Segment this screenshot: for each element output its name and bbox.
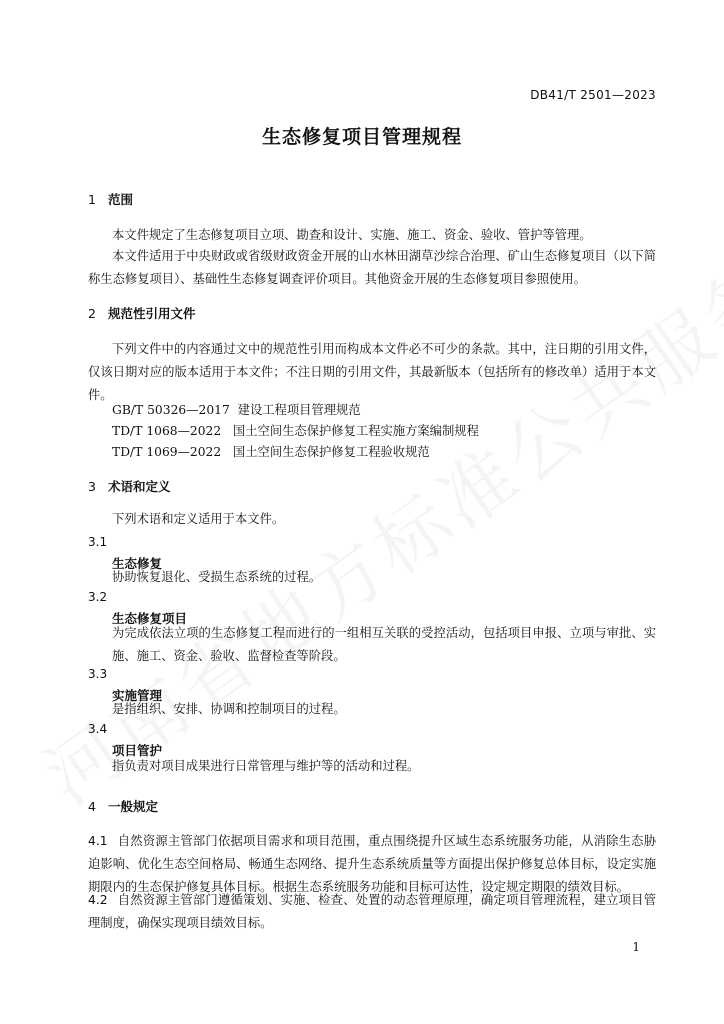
reference-item: GB/T 50326—2017 建设工程项目管理规范	[112, 403, 361, 417]
clause-text: 自然资源主管部门依据项目需求和项目范围，重点围绕提升区域生态系统服务功能，从消除生态胁迫影响、优化生态空间格局、畅通生态网络、提升生态系统质量等方面提出保护修复总体目标，设定实施期限内的生态保护修复具体目标。根据生态系统服务功能和目标可达性，设定规定期限的绩效目标。	[88, 834, 656, 894]
section-number: 4	[88, 799, 96, 814]
clause-text: 自然资源主管部门遵循策划、实施、检查、处置的动态管理原理，确定项目管理流程，建立项目管理制度，确保实现项目绩效目标。	[88, 893, 656, 930]
scope-paragraph-2: 本文件适用于中央财政或省级财政资金开展的山水林田湖草沙综合治理、矿山生态修复项目（以下简称生态修复项目）、基础性生态修复调查评价项目。其他资金开展的生态修复项目参照使用。	[88, 249, 656, 286]
section-title: 术语和定义	[108, 479, 171, 494]
terms-intro-paragraph: 下列术语和定义适用于本文件。	[112, 512, 285, 526]
term-name: 实施管理	[112, 688, 163, 703]
section-title: 规范性引用文件	[108, 306, 196, 321]
term-number: 3.3	[88, 667, 108, 681]
clause-number: 4.1	[88, 834, 108, 848]
section-4-heading	[88, 797, 158, 815]
section-2-heading	[88, 304, 196, 322]
scope-paragraph-1: 本文件规定了生态修复项目立项、勘查和设计、实施、施工、资金、验收、管护等管理。	[112, 228, 592, 242]
section-3-heading	[88, 477, 171, 495]
reference-item: TD/T 1069—2022 国土空间生态保护修复工程验收规范	[112, 445, 430, 459]
section-number: 1	[88, 192, 96, 207]
term-name: 项目管护	[112, 743, 163, 758]
clause-number: 4.2	[88, 893, 108, 907]
term-name: 生态修复项目	[112, 611, 188, 626]
section-1-heading	[88, 190, 133, 208]
section-number: 2	[88, 306, 96, 321]
term-name: 生态修复	[112, 556, 163, 571]
term-definition: 为完成依法立项的生态修复工程而进行的一组相互关联的受控活动，包括项目申报、立项与审批、实施、施工、资金、验收、监督检查等阶段。	[112, 626, 656, 663]
term-number: 3.1	[88, 535, 108, 549]
term-definition: 是指组织、安排、协调和控制项目的过程。	[112, 702, 346, 716]
section-title: 范围	[108, 192, 134, 207]
clause-4-2	[88, 889, 656, 935]
term-definition: 指负责对项目成果进行日常管理与维护等的活动和过程。	[112, 759, 420, 773]
standard-code: DB41/T 2501—2023	[530, 88, 656, 102]
page-number: 1	[632, 940, 640, 954]
term-number: 3.2	[88, 590, 108, 604]
document-title: 生态修复项目管理规程	[261, 126, 462, 148]
section-title: 一般规定	[108, 799, 159, 814]
term-number: 3.4	[88, 722, 108, 736]
normative-references-paragraph: 下列文件中的内容通过文中的规范性引用而构成本文件必不可少的条款。其中，注日期的引用文件，仅该日期对应的版本适用于本文件；不注日期的引用文件，其最新版本（包括所有的修改单）适用于本文件。	[88, 342, 656, 402]
term-definition: 协助恢复退化、受损生态系统的过程。	[112, 570, 322, 584]
reference-item: TD/T 1068—2022 国土空间生态保护修复工程实施方案编制规程	[112, 424, 479, 438]
section-number: 3	[88, 479, 96, 494]
